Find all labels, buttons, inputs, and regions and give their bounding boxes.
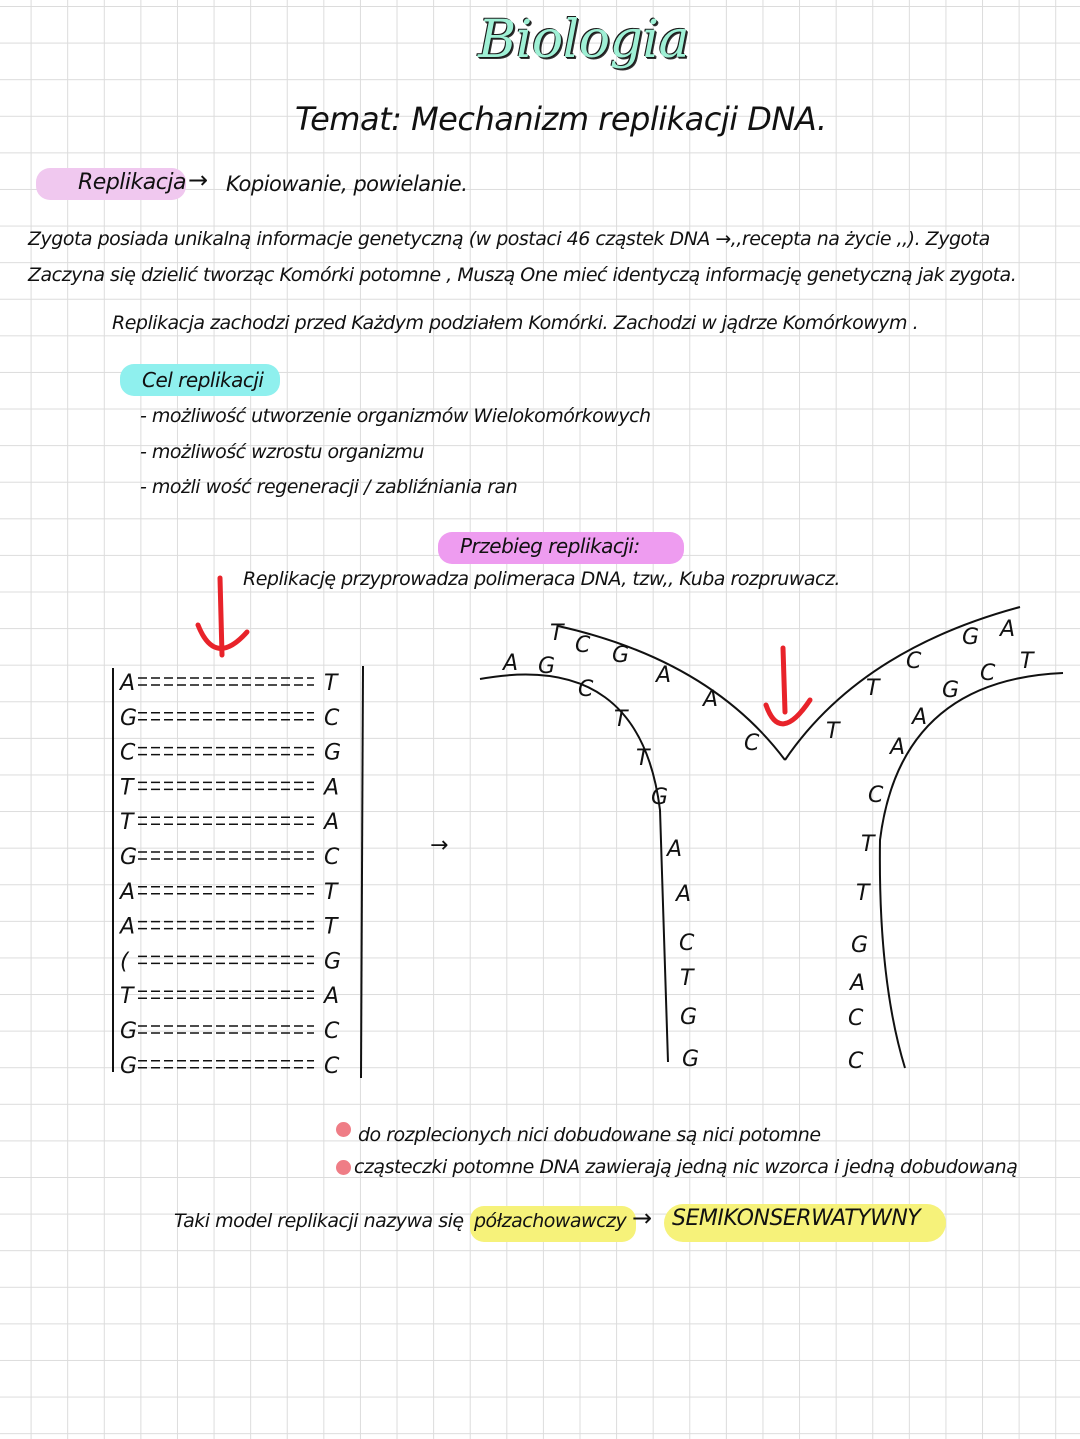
base-letter: T	[826, 719, 840, 744]
base-letter: G	[680, 1005, 698, 1030]
base-letter: T	[324, 671, 338, 696]
base-letter: T	[120, 775, 134, 801]
conclusion-term: półzachowawczy	[474, 1210, 627, 1232]
base-letter: A	[120, 914, 136, 940]
base-letter: G	[651, 785, 669, 810]
goal-item: - możliwość wzrostu organizmu	[140, 441, 424, 463]
base-letter: G	[324, 740, 342, 766]
base-letter: T	[636, 746, 650, 771]
base-letter: C	[744, 731, 760, 756]
base-letter: G	[120, 845, 138, 870]
base-letter: G	[962, 625, 980, 650]
base-letter: T	[1020, 649, 1034, 674]
base-letter: T	[550, 621, 564, 646]
subject-title: Biologia	[478, 10, 690, 70]
base-letter: T	[324, 914, 338, 940]
base-letter: T	[614, 707, 628, 732]
definition-meaning: Kopiowanie, powielanie.	[226, 172, 468, 196]
base-letter: T	[120, 984, 134, 1010]
base-letter: G	[538, 654, 556, 679]
base-letter: A	[676, 882, 692, 907]
base-letter: A	[503, 651, 519, 676]
base-letter: G	[120, 1019, 138, 1044]
base-letter: C	[324, 845, 340, 870]
base-letter: A	[667, 837, 683, 862]
base-letter: C	[848, 1006, 864, 1031]
base-letter: T	[680, 966, 694, 991]
conclusion-text: Taki model replikacji nazywa się	[174, 1210, 464, 1232]
goal-heading: Cel replikacji	[142, 368, 264, 392]
base-letter: T	[856, 881, 870, 906]
base-letter: C	[575, 633, 591, 658]
base-letter: A	[912, 705, 928, 730]
goal-item: - możli wość regeneracji / zabliźniania ran	[140, 476, 518, 498]
base-letter: C	[848, 1049, 864, 1074]
base-letter: A	[890, 735, 906, 760]
base-letter: A	[656, 663, 672, 688]
bullet-text: do rozplecionych nici dobudowane są nici potomne	[358, 1124, 821, 1146]
base-letter: T	[120, 810, 134, 836]
base-letter: G	[120, 705, 138, 731]
base-letter: A	[120, 879, 136, 905]
base-letter: A	[120, 671, 136, 696]
base-letter: C	[324, 1053, 340, 1079]
paragraph-line-2: Zaczyna się dzielić tworząc Komórki potomne , Muszą One mieć identyczą informację genetyczną jak zygota.	[28, 264, 1017, 286]
conclusion-result: SEMIKONSERWATYWNY	[672, 1206, 921, 1231]
base-letter: A	[324, 810, 340, 836]
base-letter: C	[679, 931, 695, 956]
base-letter: G	[120, 1053, 138, 1079]
process-intro: Replikację przyprowadza polimeraca DNA, tzw,, Kuba rozpruwacz.	[243, 568, 840, 590]
base-letter: T	[324, 879, 338, 905]
base-letter: C	[578, 677, 594, 702]
definition-term: Replikacja	[78, 170, 186, 195]
paragraph-line-1: Zygota posiada unikalną informacje genetyczną (w postaci 46 cząstek DNA →,,recepta na życie ,,). Zygota	[28, 228, 990, 250]
base-letter: G	[612, 643, 630, 668]
base-letter: A	[324, 775, 340, 801]
base-letter: C	[868, 783, 884, 808]
base-letter: T	[861, 832, 875, 857]
base-letter: C	[120, 740, 136, 766]
base-letter: A	[1000, 617, 1016, 642]
base-letter: A	[703, 687, 719, 712]
arrow-icon: →	[632, 1204, 652, 1232]
arrow-icon: →	[188, 166, 208, 194]
base-letter: C	[906, 649, 922, 674]
base-letter: G	[942, 678, 960, 703]
base-letter: C	[324, 1019, 340, 1044]
base-letter: (	[120, 949, 129, 975]
bullet-icon	[336, 1122, 351, 1137]
base-letter: C	[324, 705, 340, 731]
bullet-icon	[336, 1160, 351, 1175]
paragraph-line-3: Replikacja zachodzi przed Każdym podziałem Komórki. Zachodzi w jądrze Komórkowym .	[112, 312, 919, 334]
process-heading: Przebieg replikacji:	[460, 534, 640, 558]
goal-item: - możliwość utworzenie organizmów Wielokomórkowych	[140, 405, 651, 427]
bullet-text: cząsteczki potomne DNA zawierają jedną nic wzorca i jedną dobudowaną	[354, 1156, 1018, 1178]
base-letter: G	[682, 1047, 700, 1072]
replication-fork	[480, 607, 1063, 1068]
base-letter: G	[851, 933, 869, 958]
base-letter: A	[324, 984, 340, 1010]
arrow-icon: →	[430, 833, 449, 858]
base-letter: A	[850, 971, 866, 996]
base-letter: C	[980, 661, 996, 686]
base-letter: T	[866, 676, 880, 701]
base-letter: G	[324, 949, 342, 975]
topic-heading: Temat: Mechanizm replikacji DNA.	[295, 100, 827, 138]
